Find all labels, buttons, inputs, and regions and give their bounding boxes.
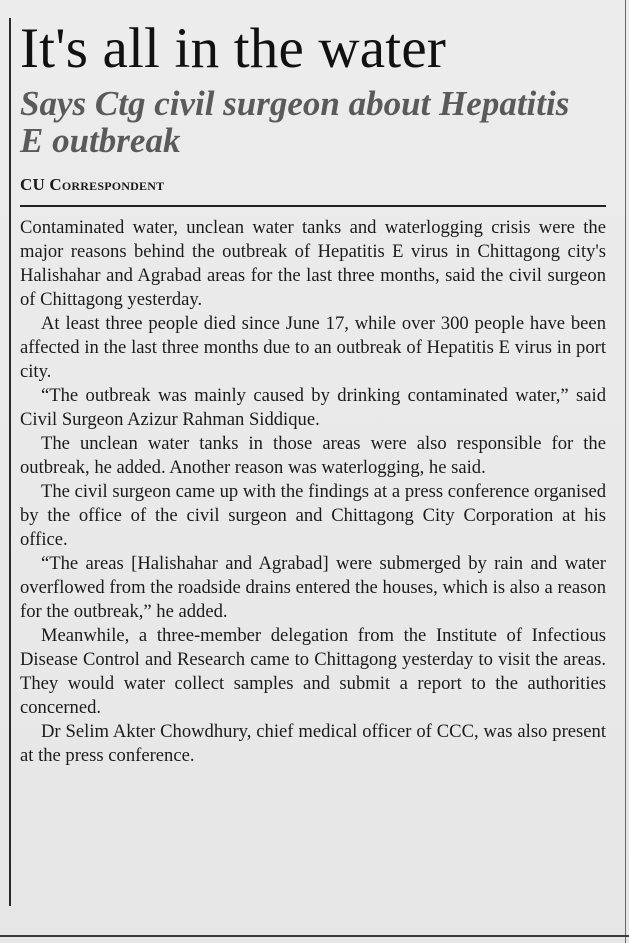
byline: CU Correspondent xyxy=(20,175,165,194)
article-paragraph: Dr Selim Akter Chowdhury, chief medical officer of CCC, was also present at the press conference. xyxy=(20,721,606,766)
right-edge-rule xyxy=(625,0,626,943)
article-body xyxy=(20,216,606,768)
subheadline: Says Ctg civil surgeon about Hepatitis E outbreak xyxy=(20,84,570,160)
bottom-rule xyxy=(0,935,629,937)
article-paragraph: At least three people died since June 17, while over 300 people have been affected in the last three months due to an outbreak of Hepatitis E virus in port city. xyxy=(20,313,606,382)
article-paragraph: The civil surgeon came up with the findings at a press conference organised by the office of the civil surgeon and Chittagong City Corporation at his office. xyxy=(20,481,606,550)
byline-divider xyxy=(20,205,606,207)
article-paragraph: Contaminated water, unclean water tanks and waterlogging crisis were the major reasons behind the outbreak of Hepatitis E virus in Chittagong city's Halishahar and Agrabad areas for the last three months, said the civil surgeon of Chittagong yesterday. xyxy=(20,217,606,310)
left-column-rule xyxy=(9,18,11,906)
article-paragraph: “The outbreak was mainly caused by drinking contaminated water,” said Civil Surgeon Azizur Rahman Siddique. xyxy=(20,385,606,430)
article-paragraph: Meanwhile, a three-member delegation from the Institute of Infectious Disease Control and Research came to Chittagong yesterday to visit the areas. They would water collect samples and submit a report to the authorities concerned. xyxy=(20,625,606,718)
article-paragraph: “The areas [Halishahar and Agrabad] were submerged by rain and water overflowed from the roadside drains entered the houses, which is also a reason for the outbreak,” he added. xyxy=(20,553,606,622)
headline: It's all in the water xyxy=(20,17,446,80)
article-paragraph: The unclean water tanks in those areas were also responsible for the outbreak, he added. Another reason was waterlogging, he said. xyxy=(20,433,606,478)
